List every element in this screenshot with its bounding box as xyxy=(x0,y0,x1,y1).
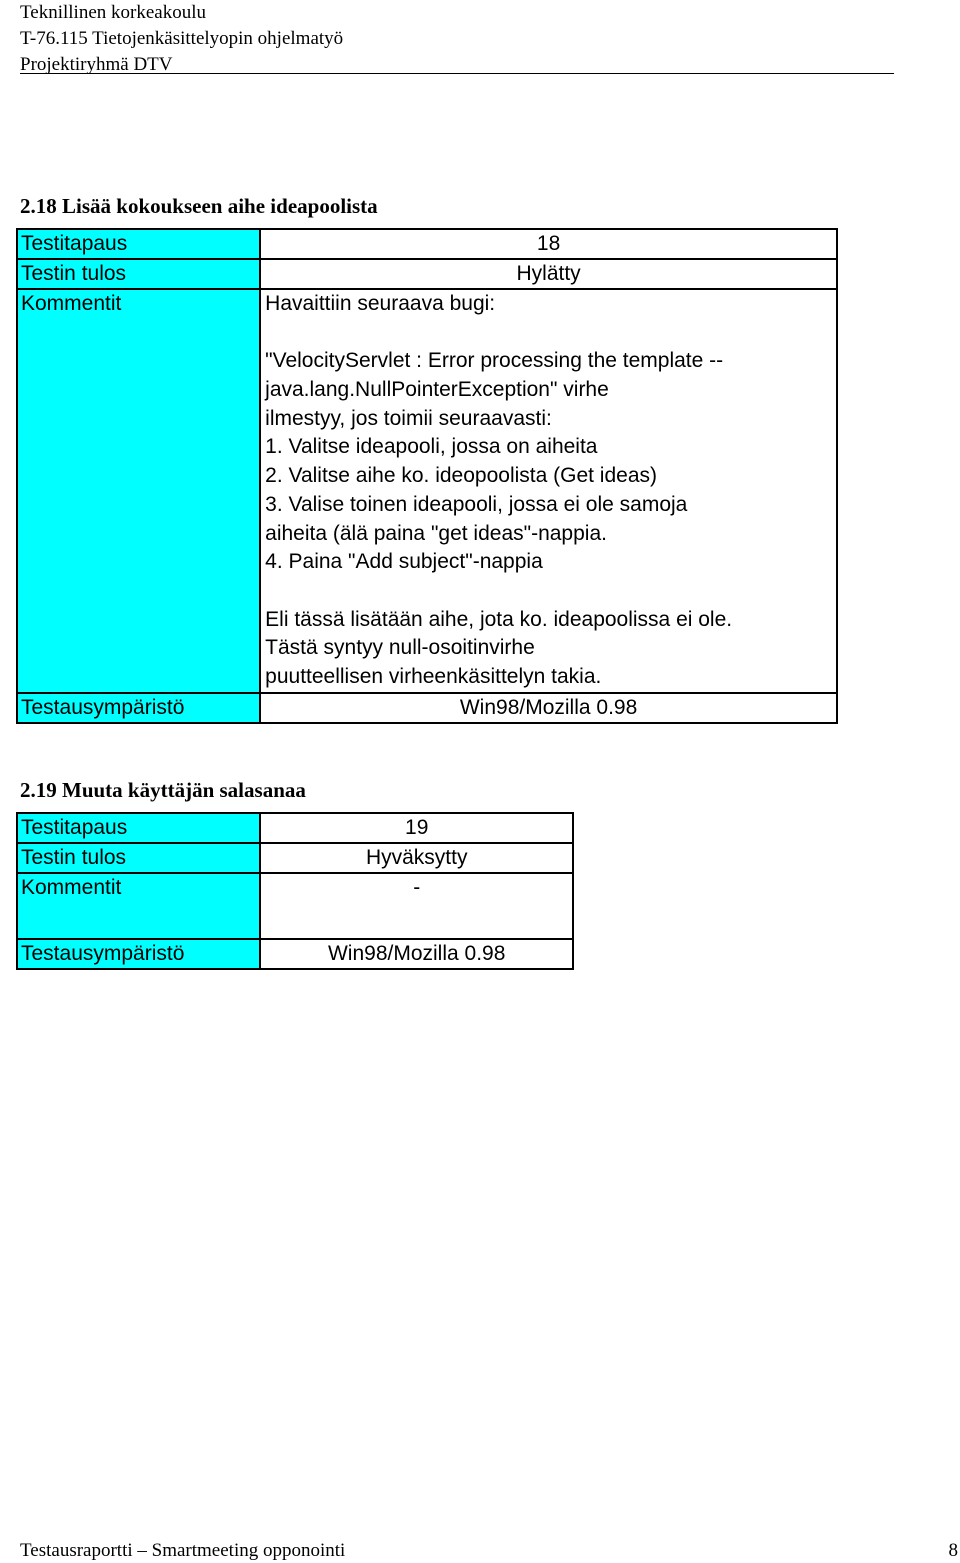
table-row xyxy=(17,873,573,939)
table-row xyxy=(17,813,573,843)
test-case-table-19 xyxy=(16,812,574,970)
document-header xyxy=(20,0,343,78)
comment-line: "VelocityServlet : Error processing the template -- xyxy=(265,349,724,373)
comment-line: Eli tässä lisätään aihe, jota ko. ideapoolissa ei ole. xyxy=(265,607,733,631)
testausymparisto-label: Testausympäristö xyxy=(17,939,260,969)
comment-line: puutteellisen virheenkäsittelyn takia. xyxy=(265,664,602,688)
header-organization: Teknillinen korkeakoulu xyxy=(20,2,206,23)
comment-line: Tästä syntyy null-osoitinvirhe xyxy=(265,636,535,660)
comment-line: 3. Valise toinen ideapooli, jossa ei ole samoja xyxy=(265,492,688,516)
testin-tulos-value: Hylätty xyxy=(260,259,837,289)
section-heading-2-18: 2.18 Lisää kokoukseen aihe ideapoolista xyxy=(20,194,378,218)
table-row xyxy=(17,843,573,873)
footer-page-number: 8 xyxy=(948,1540,958,1561)
testin-tulos-value: Hyväksytty xyxy=(260,843,573,873)
testausymparisto-label: Testausympäristö xyxy=(17,693,260,723)
comment-line: 1. Valitse ideapooli, jossa on aiheita xyxy=(265,435,598,459)
test-case-table-18 xyxy=(16,228,838,724)
kommentit-value xyxy=(260,289,837,693)
comment-line: ilmestyy, jos toimii seuraavasti: xyxy=(265,406,552,430)
table-row xyxy=(17,229,837,259)
kommentit-label: Kommentit xyxy=(17,289,260,693)
footer-document-title: Testausraportti – Smartmeeting opponointi xyxy=(20,1540,346,1561)
kommentit-label: Kommentit xyxy=(17,873,260,939)
comment-line: 4. Paina "Add subject"-nappia xyxy=(265,550,543,574)
header-course: T-76.115 Tietojenkäsittelyopin ohjelmatyö xyxy=(20,28,344,49)
table-row xyxy=(17,693,837,723)
kommentit-value: - xyxy=(260,873,573,939)
testausymparisto-value: Win98/Mozilla 0.98 xyxy=(260,939,573,969)
table-row xyxy=(17,289,837,693)
comment-line xyxy=(265,577,836,606)
testitapaus-value: 18 xyxy=(260,229,837,259)
testausymparisto-value: Win98/Mozilla 0.98 xyxy=(260,693,837,723)
header-divider xyxy=(20,73,894,74)
table-row xyxy=(17,259,837,289)
header-project-group: Projektiryhmä DTV xyxy=(20,54,173,75)
testitapaus-value: 19 xyxy=(260,813,573,843)
testin-tulos-label: Testin tulos xyxy=(17,843,260,873)
comment-line: Havaittiin seuraava bugi: xyxy=(265,292,496,315)
testin-tulos-label: Testin tulos xyxy=(17,259,260,289)
comment-text xyxy=(261,290,836,692)
section-heading-2-19: 2.19 Muuta käyttäjän salasanaa xyxy=(20,778,306,802)
testitapaus-label: Testitapaus xyxy=(17,813,260,843)
table-row xyxy=(17,939,573,969)
comment-line: 2. Valitse aihe ko. ideopoolista (Get ideas) xyxy=(265,464,657,488)
comment-line: aiheita (älä paina "get ideas"-nappia. xyxy=(265,521,607,545)
comment-line xyxy=(265,319,836,348)
testitapaus-label: Testitapaus xyxy=(17,229,260,259)
comment-line: java.lang.NullPointerException" virhe xyxy=(265,378,609,402)
